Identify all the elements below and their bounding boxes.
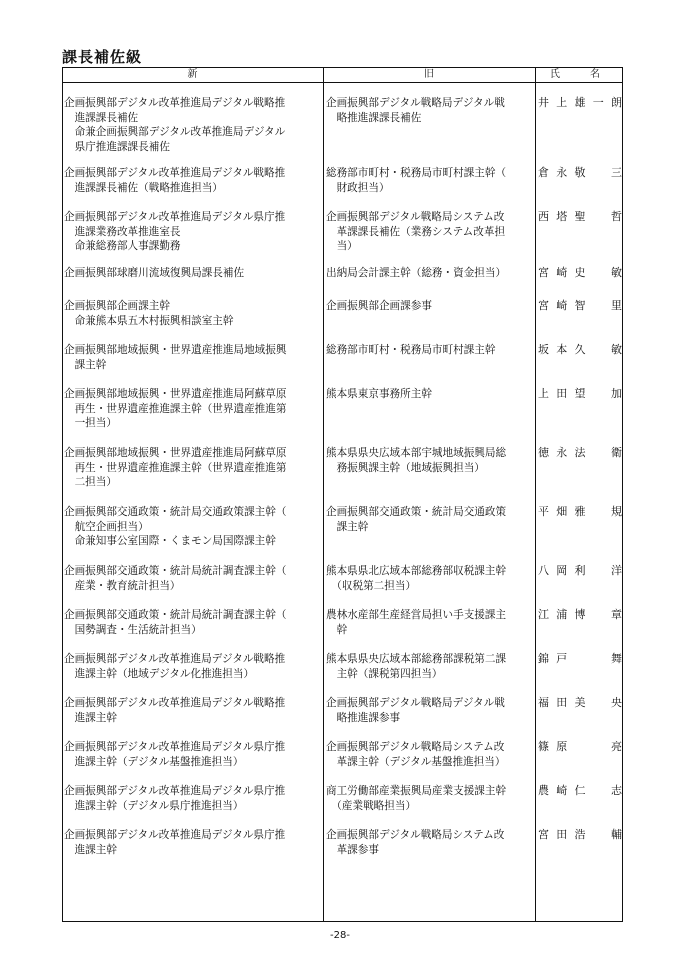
old-position-cell	[326, 740, 534, 769]
new-position-cell-line: 命兼熊本県五木村振興相談室主幹	[64, 314, 234, 327]
person-name-cell	[538, 505, 622, 520]
old-position-cell	[326, 343, 534, 358]
person-name-cell	[538, 96, 622, 111]
new-position-cell	[64, 696, 322, 725]
old-position-cell	[326, 652, 534, 681]
name-char: 上	[556, 96, 568, 109]
name-char: 平	[538, 505, 549, 518]
name-char: 章	[611, 608, 622, 621]
old-position-cell	[326, 784, 534, 813]
name-char: 本	[556, 343, 568, 356]
old-position-cell-line: 企画振興部デジタル戦略局システム改	[326, 211, 505, 223]
old-position-cell-line: 企画振興部デジタル戦略局デジタル戦	[326, 97, 505, 109]
header-old: 旧	[424, 69, 435, 80]
name-char	[593, 740, 604, 755]
old-position-cell-line: （収税第二担当）	[326, 579, 417, 592]
name-char: 美	[574, 696, 586, 709]
name-char: 洋	[611, 564, 622, 577]
new-position-cell-line: 命兼総務部人事課勤務	[64, 240, 181, 252]
old-position-cell-line: 略推進課課長補佐	[326, 111, 422, 124]
new-position-cell-line: 一担当）	[64, 417, 117, 429]
old-position-cell	[326, 564, 534, 593]
name-char	[593, 564, 604, 579]
new-position-cell-line: 企画振興部企画課主幹	[64, 300, 170, 312]
new-position-cell-line: 企画振興部デジタル改革推進局デジタル戦略推	[64, 653, 286, 665]
person-name-cell	[538, 696, 622, 711]
new-position-cell-line: 国勢調査・生活統計担当）	[64, 623, 202, 636]
name-char: 西	[538, 210, 549, 223]
new-position-cell	[64, 387, 322, 431]
name-char: 田	[556, 696, 568, 709]
new-position-cell	[64, 564, 322, 593]
new-position-cell	[64, 505, 322, 549]
name-char: 田	[556, 387, 568, 400]
old-position-cell-line: 課主幹	[326, 520, 369, 533]
new-position-cell-line: 進課課長補佐（戦略推進担当）	[64, 181, 223, 194]
name-char: 規	[611, 505, 622, 518]
name-char: 智	[574, 299, 586, 312]
new-position-cell-line: 航空企画担当）	[64, 520, 149, 533]
new-position-cell-line: 企画振興部交通政策・統計局統計調査課主幹（	[64, 609, 287, 621]
old-position-cell-line: 革課課長補佐（業務システム改革担	[326, 225, 506, 238]
name-char: 央	[611, 696, 622, 709]
name-char: 衛	[611, 446, 622, 459]
person-name-cell	[538, 740, 622, 755]
old-position-cell-line: 当）	[326, 240, 358, 252]
old-position-cell	[326, 446, 534, 475]
person-name-cell	[538, 299, 622, 314]
person-name-cell	[538, 446, 622, 461]
name-char: 法	[574, 446, 586, 459]
old-position-cell-line: 熊本県県央広域本部総務部課税第二課	[326, 653, 507, 665]
name-char: 博	[574, 608, 586, 621]
new-position-cell-line: 再生・世界遺産推進課主幹（世界遺産推進第	[64, 402, 287, 415]
name-char: 亮	[611, 740, 622, 753]
name-char: 加	[611, 387, 622, 400]
old-position-cell	[326, 387, 534, 402]
old-position-cell	[326, 505, 534, 534]
new-position-cell-line: 企画振興部デジタル改革推進局デジタル戦略推	[64, 697, 286, 709]
name-char	[593, 446, 604, 461]
person-name-cell	[538, 166, 622, 181]
name-char: 敬	[574, 166, 586, 179]
new-position-cell-line: 企画振興部地域振興・世界遺産推進局阿蘇草原	[64, 447, 287, 459]
name-char: 輔	[611, 828, 622, 841]
name-char: 雅	[574, 505, 586, 518]
new-position-cell-line: 企画振興部デジタル改革推進局デジタル県庁推	[64, 211, 286, 223]
new-position-cell-line: 進課主幹（地域デジタル化推進担当）	[64, 667, 255, 680]
new-position-cell-line: 企画振興部デジタル改革推進局デジタル県庁推	[64, 829, 286, 841]
name-char: 坂	[538, 343, 549, 356]
name-char: 久	[574, 343, 586, 356]
page-number: -28-	[330, 930, 350, 941]
new-position-cell-line: 進課主幹	[64, 843, 117, 856]
new-position-cell-line: 再生・世界遺産推進課主幹（世界遺産推進第	[64, 461, 287, 474]
new-position-cell	[64, 652, 322, 681]
old-position-cell-line: 革課主幹（デジタル基盤推進担当）	[326, 755, 506, 768]
name-char: 原	[556, 740, 568, 753]
old-position-cell-line: 総務部市町村・税務局市町村課主幹（	[326, 167, 507, 179]
new-position-cell	[64, 299, 322, 328]
name-char: 浦	[556, 608, 568, 621]
name-char	[593, 210, 604, 225]
old-position-cell	[326, 166, 534, 195]
old-position-cell	[326, 210, 534, 254]
new-position-cell-line: 企画振興部デジタル改革推進局デジタル県庁推	[64, 741, 286, 753]
name-char: 宮	[538, 828, 549, 841]
name-char: 崎	[556, 266, 568, 279]
new-position-cell-line: 進課業務改革推進室長	[64, 225, 181, 238]
name-char: 志	[611, 784, 622, 797]
new-position-cell-line: 進課主幹	[64, 711, 117, 724]
new-position-cell-line: 県庁推進課課長補佐	[64, 140, 170, 153]
name-char	[575, 652, 586, 667]
old-position-cell-line: 主幹（課税第四担当）	[326, 667, 443, 680]
new-position-cell-line: 企画振興部交通政策・統計局統計調査課主幹（	[64, 565, 287, 577]
name-char	[575, 740, 586, 755]
name-char: 永	[556, 446, 568, 459]
old-position-cell	[326, 299, 534, 314]
name-char	[593, 387, 604, 402]
new-position-cell-line: 企画振興部地域振興・世界遺産推進局阿蘇草原	[64, 388, 287, 400]
name-char: 聖	[574, 210, 586, 223]
old-position-cell-line: 企画振興部企画課参事	[326, 300, 432, 312]
old-position-cell-line: 熊本県東京事務所主幹	[326, 388, 432, 400]
name-char: 三	[611, 166, 622, 179]
name-char: 利	[574, 564, 586, 577]
header-new: 新	[187, 69, 199, 80]
name-char: 徳	[538, 446, 549, 459]
name-char: 宮	[538, 266, 549, 279]
name-char: 永	[556, 166, 568, 179]
name-char: 上	[538, 387, 549, 400]
name-char	[593, 166, 604, 181]
new-position-cell-line: 進課主幹（デジタル基盤推進担当）	[64, 755, 244, 768]
name-char	[593, 652, 604, 667]
new-position-cell-line: 命兼企画振興部デジタル改革推進局デジタル	[64, 126, 286, 138]
table-header	[63, 68, 622, 83]
name-char	[593, 828, 604, 843]
old-position-cell	[326, 608, 534, 637]
old-position-cell-line: 熊本県県央広域本部宇城地域振興局総	[326, 447, 507, 459]
old-position-cell-line: 企画振興部デジタル戦略局システム改	[326, 741, 505, 753]
column-divider	[323, 68, 324, 921]
old-position-cell	[326, 266, 534, 281]
name-char: 田	[556, 828, 568, 841]
new-position-cell	[64, 608, 322, 637]
name-char	[593, 266, 604, 281]
name-char: 江	[538, 608, 549, 621]
name-char: 一	[592, 96, 604, 109]
name-char: 篠	[538, 740, 549, 753]
old-position-cell-line: 革課参事	[326, 843, 379, 856]
new-position-cell	[64, 343, 322, 372]
person-name-cell	[538, 652, 622, 667]
old-position-cell	[326, 96, 534, 125]
name-char: 倉	[538, 166, 549, 179]
name-char: 舞	[611, 652, 622, 665]
new-position-cell	[64, 828, 322, 857]
person-name-cell	[538, 210, 622, 225]
name-char	[593, 299, 604, 314]
header-name: 氏 名	[550, 69, 610, 80]
old-position-cell-line: 熊本県県北広域本部総務部収税課主幹	[326, 565, 507, 577]
name-char: 崎	[556, 784, 568, 797]
name-char	[593, 696, 604, 711]
new-position-cell-line: 企画振興部球磨川流域復興局課長補佐	[64, 267, 245, 279]
name-char: 福	[538, 696, 549, 709]
new-position-cell	[64, 96, 322, 154]
old-position-cell-line: 出納局会計課主幹（総務・資金担当）	[326, 267, 507, 279]
name-char: 宮	[538, 299, 549, 312]
old-position-cell-line: 企画振興部デジタル戦略局システム改	[326, 829, 505, 841]
old-position-cell-line: 企画振興部交通政策・統計局交通政策	[326, 506, 507, 518]
name-char: 岡	[556, 564, 568, 577]
new-position-cell-line: 進課課長補佐	[64, 111, 139, 124]
person-name-cell	[538, 387, 622, 402]
old-position-cell-line: 略推進課参事	[326, 711, 401, 724]
name-char: 戸	[556, 652, 568, 665]
name-char: 農	[538, 784, 549, 797]
name-char: 塔	[556, 210, 568, 223]
personnel-table	[62, 67, 623, 922]
new-position-cell-line: 課主幹	[64, 358, 107, 371]
new-position-cell-line: 二担当）	[64, 476, 117, 488]
name-char: 崎	[556, 299, 568, 312]
name-char	[593, 343, 604, 358]
name-char: 望	[574, 387, 586, 400]
old-position-cell	[326, 696, 534, 725]
person-name-cell	[538, 266, 622, 281]
new-position-cell-line: 企画振興部デジタル改革推進局デジタル県庁推	[64, 785, 286, 797]
name-char: 畑	[556, 505, 568, 518]
new-position-cell	[64, 784, 322, 813]
person-name-cell	[538, 564, 622, 579]
person-name-cell	[538, 608, 622, 623]
name-char: 里	[611, 299, 622, 312]
name-char: 史	[574, 266, 586, 279]
old-position-cell-line: 財政担当）	[326, 181, 390, 194]
new-position-cell-line: 企画振興部地域振興・世界遺産推進局地域振興	[64, 344, 287, 356]
name-char: 浩	[574, 828, 586, 841]
name-char	[593, 608, 604, 623]
person-name-cell	[538, 784, 622, 799]
old-position-cell-line: 幹	[326, 623, 348, 636]
name-char	[593, 784, 604, 799]
old-position-cell-line: 商工労働部産業振興局産業支援課主幹	[326, 785, 507, 797]
new-position-cell	[64, 210, 322, 254]
name-char: 哲	[611, 210, 622, 223]
new-position-cell-line: 企画振興部デジタル改革推進局デジタル戦略推	[64, 97, 286, 109]
name-char: 八	[538, 564, 549, 577]
name-char: 朗	[611, 96, 622, 109]
new-position-cell-line: 進課主幹（デジタル県庁推進担当）	[64, 799, 244, 812]
new-position-cell-line: 企画振興部デジタル改革推進局デジタル戦略推	[64, 167, 286, 179]
name-char: 敏	[611, 343, 622, 356]
name-char: 井	[538, 96, 549, 109]
new-position-cell	[64, 446, 322, 490]
old-position-cell-line: 企画振興部デジタル戦略局デジタル戦	[326, 697, 505, 709]
old-position-cell-line: 総務部市町村・税務局市町村課主幹	[326, 344, 496, 356]
name-char: 仁	[574, 784, 586, 797]
person-name-cell	[538, 828, 622, 843]
column-divider	[535, 68, 536, 921]
name-char: 錦	[538, 652, 549, 665]
name-char: 雄	[574, 96, 586, 109]
new-position-cell	[64, 166, 322, 195]
old-position-cell-line: 務振興課主幹（地域振興担当）	[326, 461, 485, 474]
name-char: 敏	[611, 266, 622, 279]
old-position-cell-line: （産業戦略担当）	[326, 799, 417, 812]
new-position-cell	[64, 740, 322, 769]
new-position-cell-line: 企画振興部交通政策・統計局交通政策課主幹（	[64, 506, 287, 518]
old-position-cell-line: 農林水産部生産経営局担い手支援課主	[326, 609, 507, 621]
new-position-cell-line: 命兼知事公室国際・くまモン局国際課主幹	[64, 535, 276, 547]
new-position-cell-line: 産業・教育統計担当）	[64, 579, 181, 592]
name-char	[593, 505, 604, 520]
page-title: 課長補佐級	[62, 48, 143, 66]
new-position-cell	[64, 266, 322, 281]
person-name-cell	[538, 343, 622, 358]
old-position-cell	[326, 828, 534, 857]
